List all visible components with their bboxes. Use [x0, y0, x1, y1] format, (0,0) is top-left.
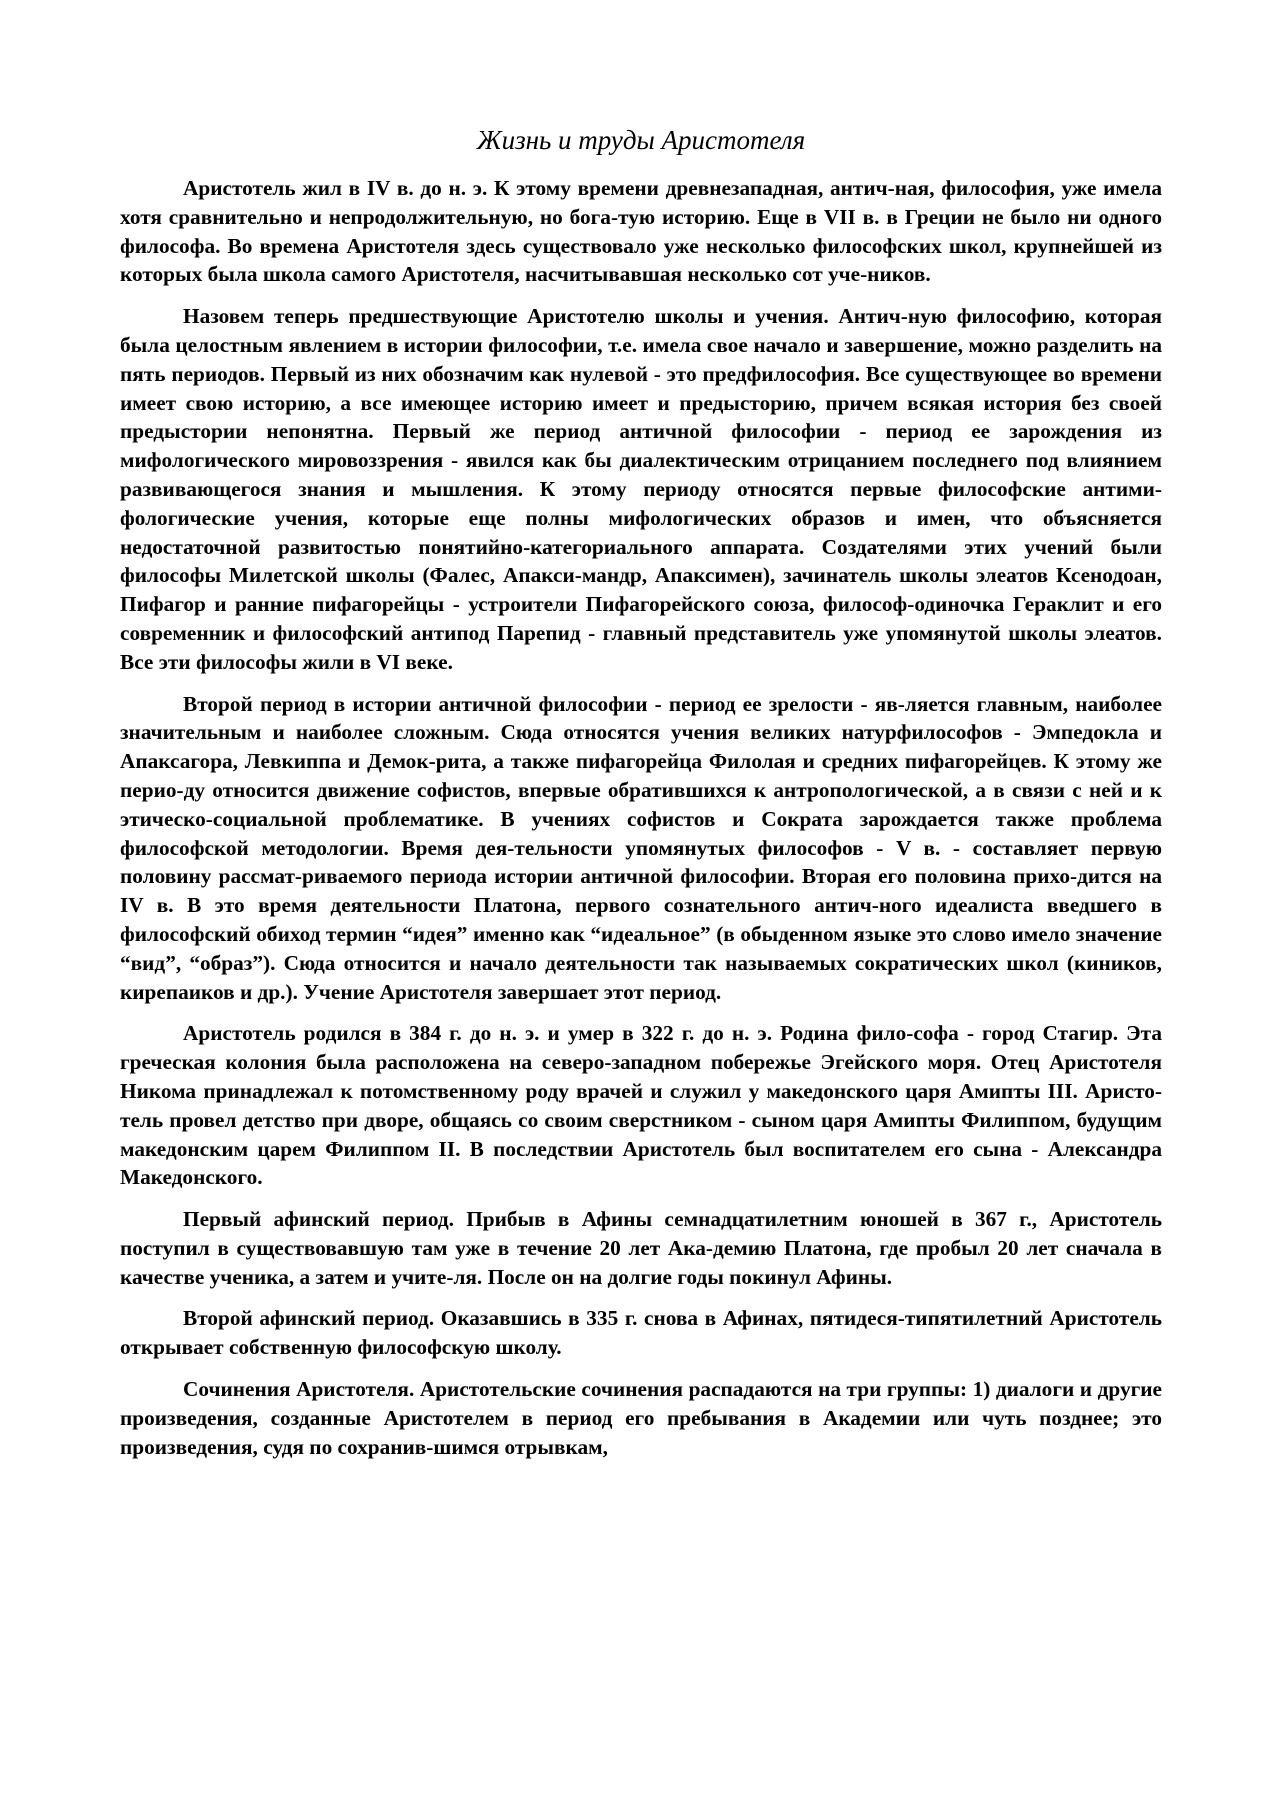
paragraph-6: Второй афинский период. Оказавшись в 335 г. снова в Афинах, пятидеся-типятилетний Аристотель открывает собственную философскую школу. [120, 1306, 1162, 1360]
paragraph-1: Аристотель жил в IV в. до н. э. К этому времени древнезападная, антич-ная, философия, уже имела хотя сравнительно и непродолжительную, но бога-тую историю. Еще в VII в. в Греции не было ни одного философа. Во времена Аристотеля здесь существовало уже несколько философских школ, крупнейшей из которых была школа самого Аристотеля, насчитывавшая несколько сот уче-ников. [120, 176, 1162, 287]
paragraph-3: Второй период в истории античной философии - период ее зрелости - яв-ляется главным, наиболее значительным и наиболее сложным. Сюда относятся учения великих натурфилософов - Эмпедокла и Апаксагора, Левкиппа и Демок-рита, а также пифагорейца Филолая и средних пифагорейцев. К этому же перио-ду относится движение софистов, впервые обратившихся к антропологической, а в связи с ней и к этическо-социальной проблематике. В учениях софистов и Сократа зарождается также проблема философской методологии. Время дея-тельности упомянутых философов - V в. - составляет первую половину рассмат-риваемого периода истории античной философии. Вторая его половина прихо-дится на IV в. В это время деятельности Платона, первого сознательного антич-ного идеалиста введшего в философский обиход термин “идея” именно как “идеальное” (в обыденном языке это слово имело значение “вид”, “образ”). Сюда относится и начало деятельности так называемых сократических школ (киников, кирепаиков и др.). Учение Аристотеля завершает этот период. [120, 691, 1162, 1004]
paragraph-7: Сочинения Аристотеля. Аристотельские сочинения распадаются на три группы: 1) диалоги и другие произведения, созданные Аристотелем в период его пребывания в Академии или чуть позднее; это произведения, судя по сохранив-шимся отрывкам, [120, 1377, 1162, 1459]
paragraph-4: Аристотель родился в 384 г. до н. э. и умер в 322 г. до н. э. Родина фило-софа - город Стагир. Эта греческая колония была расположена на северо-западном побережье Эгейского моря. Отец Аристотеля Никома принадлежал к потомственному роду врачей и служил у македонского царя Амипты III. Аристо-тель провел детство при дворе, общаясь со своим сверстником - сыном царя Амипты Филиппом, будущим македонским царем Филиппом II. В последствии Аристотель был воспитателем его сына - Александра Македонского. [120, 1021, 1162, 1190]
paragraph-2: Назовем теперь предшествующие Аристотелю школы и учения. Антич-ную философию, которая была целостным явлением в истории философии, т.е. имела свое начало и завершение, можно разделить на пять периодов. Первый из них обозначим как нулевой - это предфилософия. Все существующее во времени имеет свою историю, а все имеющее историю имеет и предысторию, причем всякая история без своей предыстории непонятна. Первый же период античной философии - период ее зарождения из мифологического мировоззрения - явился как бы диалектическим отрицанием последнего под влиянием развивающегося знания и мышления. К этому периоду относятся первые философские антими-фологические учения, которые еще полны мифологических образов и имен, что объясняется недостаточной развитостью понятийно-категориального аппарата. Создателями этих учений были философы Милетской школы (Фалес, Апакси-мандр, Апаксимен), зачинатель школы элеатов Ксенодоан, Пифагор и ранние пифагорейцы - устроители Пифагорейского союза, философ-одиночка Гераклит и его современник и философский антипод Парепид - главный представитель уже упомянутой школы элеатов. Все эти философы жили в VI веке. [120, 304, 1162, 674]
document-title: Жизнь и труды Аристотеля [476, 125, 806, 155]
document-body [120, 116, 1162, 1474]
paragraph-5: Первый афинский период. Прибыв в Афины семнадцатилетним юношей в 367 г., Аристотель поступил в существовавшую там уже в течение 20 лет Ака-демию Платона, где пробыл 20 лет сначала в качестве ученика, а затем и учите-ля. После он на долгие годы покинул Афины. [120, 1207, 1162, 1289]
